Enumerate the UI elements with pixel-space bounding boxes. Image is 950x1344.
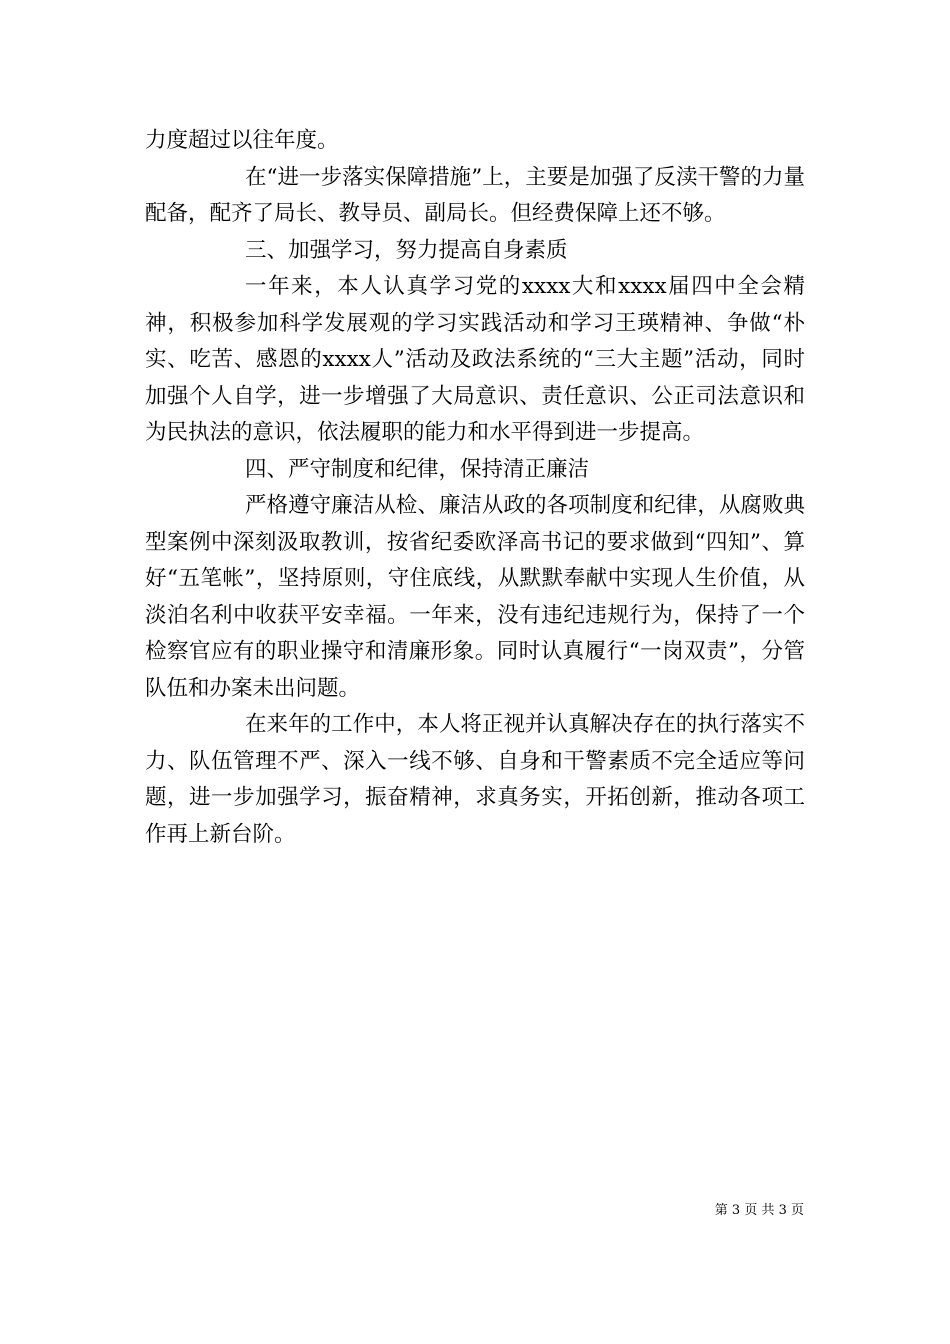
section-heading: 三、加强学习，努力提高自身素质 — [245, 237, 568, 263]
paragraph: 在“进一步落实保障措施”上，主要是加强了反渎干警的力量配备，配齐了局长、教导员、副局长。但经费保障上还不够。 — [145, 164, 805, 226]
section-heading: 四、严守制度和纪律，保持清正廉洁 — [245, 456, 590, 482]
paragraph: 严格遵守廉洁从检、廉洁从政的各项制度和纪律，从腐败典型案例中深刻汲取教训，按省纪委欧泽高书记的要求做到“四知”、算好“五笔帐”，坚持原则，守住底线，从默默奉献中实现人生价值，从淡泊名利中收获平安幸福。一年来，没有违纪违规行为，保持了一个检察官应有的职业操守和清廉形象。同时认真履行“一岗双责”，分管队伍和办案未出问题。 — [145, 493, 805, 701]
paragraph: 力度超过以往年度。 — [145, 128, 339, 153]
document-body — [145, 123, 805, 853]
paragraph: 一年来，本人认真学习党的xxxx大和xxxx届四中全会精神，积极参加科学发展观的学习实践活动和学习王瑛精神、争做“朴实、吃苦、感恩的xxxx人”活动及政法系统的“三大主题”活动，同时加强个人自学，进一步增强了大局意识、责任意识、公正司法意识和为民执法的意识，依法履职的能力和水平得到进一步提高。 — [145, 274, 805, 445]
paragraph: 在来年的工作中，本人将正视并认真解决存在的执行落实不力、队伍管理不严、深入一线不够、自身和干警素质不完全适应等问题，进一步加强学习，振奋精神，求真务实，开拓创新，推动各项工作再上新台阶。 — [145, 712, 805, 847]
page-number: 第 3 页 共 3 页 — [714, 1203, 804, 1218]
